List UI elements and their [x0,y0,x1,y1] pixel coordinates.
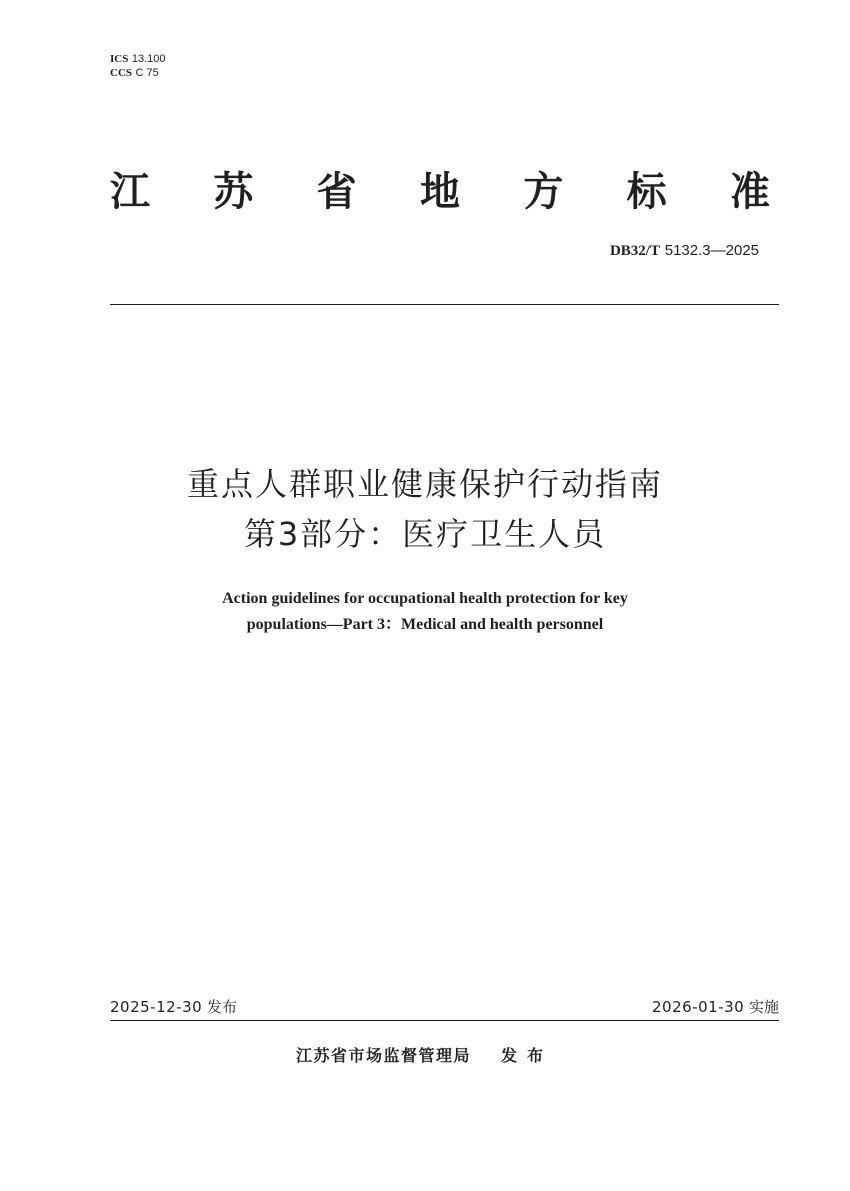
heading-char: 省 [316,169,357,215]
chinese-title-line-1: 重点人群职业健康保护行动指南 [186,465,663,503]
ics-label: ICS [110,53,129,65]
standard-number-prefix: DB32/T [609,243,660,259]
ccs-label: CCS [110,67,133,79]
publish-date [110,997,237,1017]
bottom-divider [110,1020,779,1021]
ics-value: 13.100 [131,53,166,65]
standard-type-heading [110,168,770,216]
classification-codes [110,52,166,80]
top-divider [110,304,779,305]
ccs-code [110,66,166,80]
heading-char: 方 [523,169,564,215]
english-title-line-2: populations—Part 3：Medical and health personnel [246,616,604,633]
publish-date-label: 发布 [206,998,237,1016]
implement-date [652,997,779,1017]
publish-date-value: 2025-12-30 [110,998,203,1016]
chinese-title-line-2: 第3部分：医疗卫生人员 [243,515,607,553]
standard-number [610,241,759,260]
heading-char: 地 [419,169,460,215]
heading-char: 江 [110,169,150,215]
standard-number-value: 5132.3—2025 [664,242,759,259]
issuer-name: 江苏省市场监督管理局 [296,1046,472,1065]
heading-char: 准 [729,169,770,215]
ccs-value: C 75 [135,67,159,79]
ics-code [110,52,166,66]
issuer-action: 发布 [501,1046,554,1065]
heading-char: 苏 [213,169,254,215]
implement-date-value: 2026-01-30 [652,998,745,1016]
implement-date-label: 实施 [748,998,779,1016]
heading-char: 标 [626,169,667,215]
issuing-authority [296,1045,553,1067]
english-title-line-1: Action guidelines for occupational health protection for key [222,590,628,607]
